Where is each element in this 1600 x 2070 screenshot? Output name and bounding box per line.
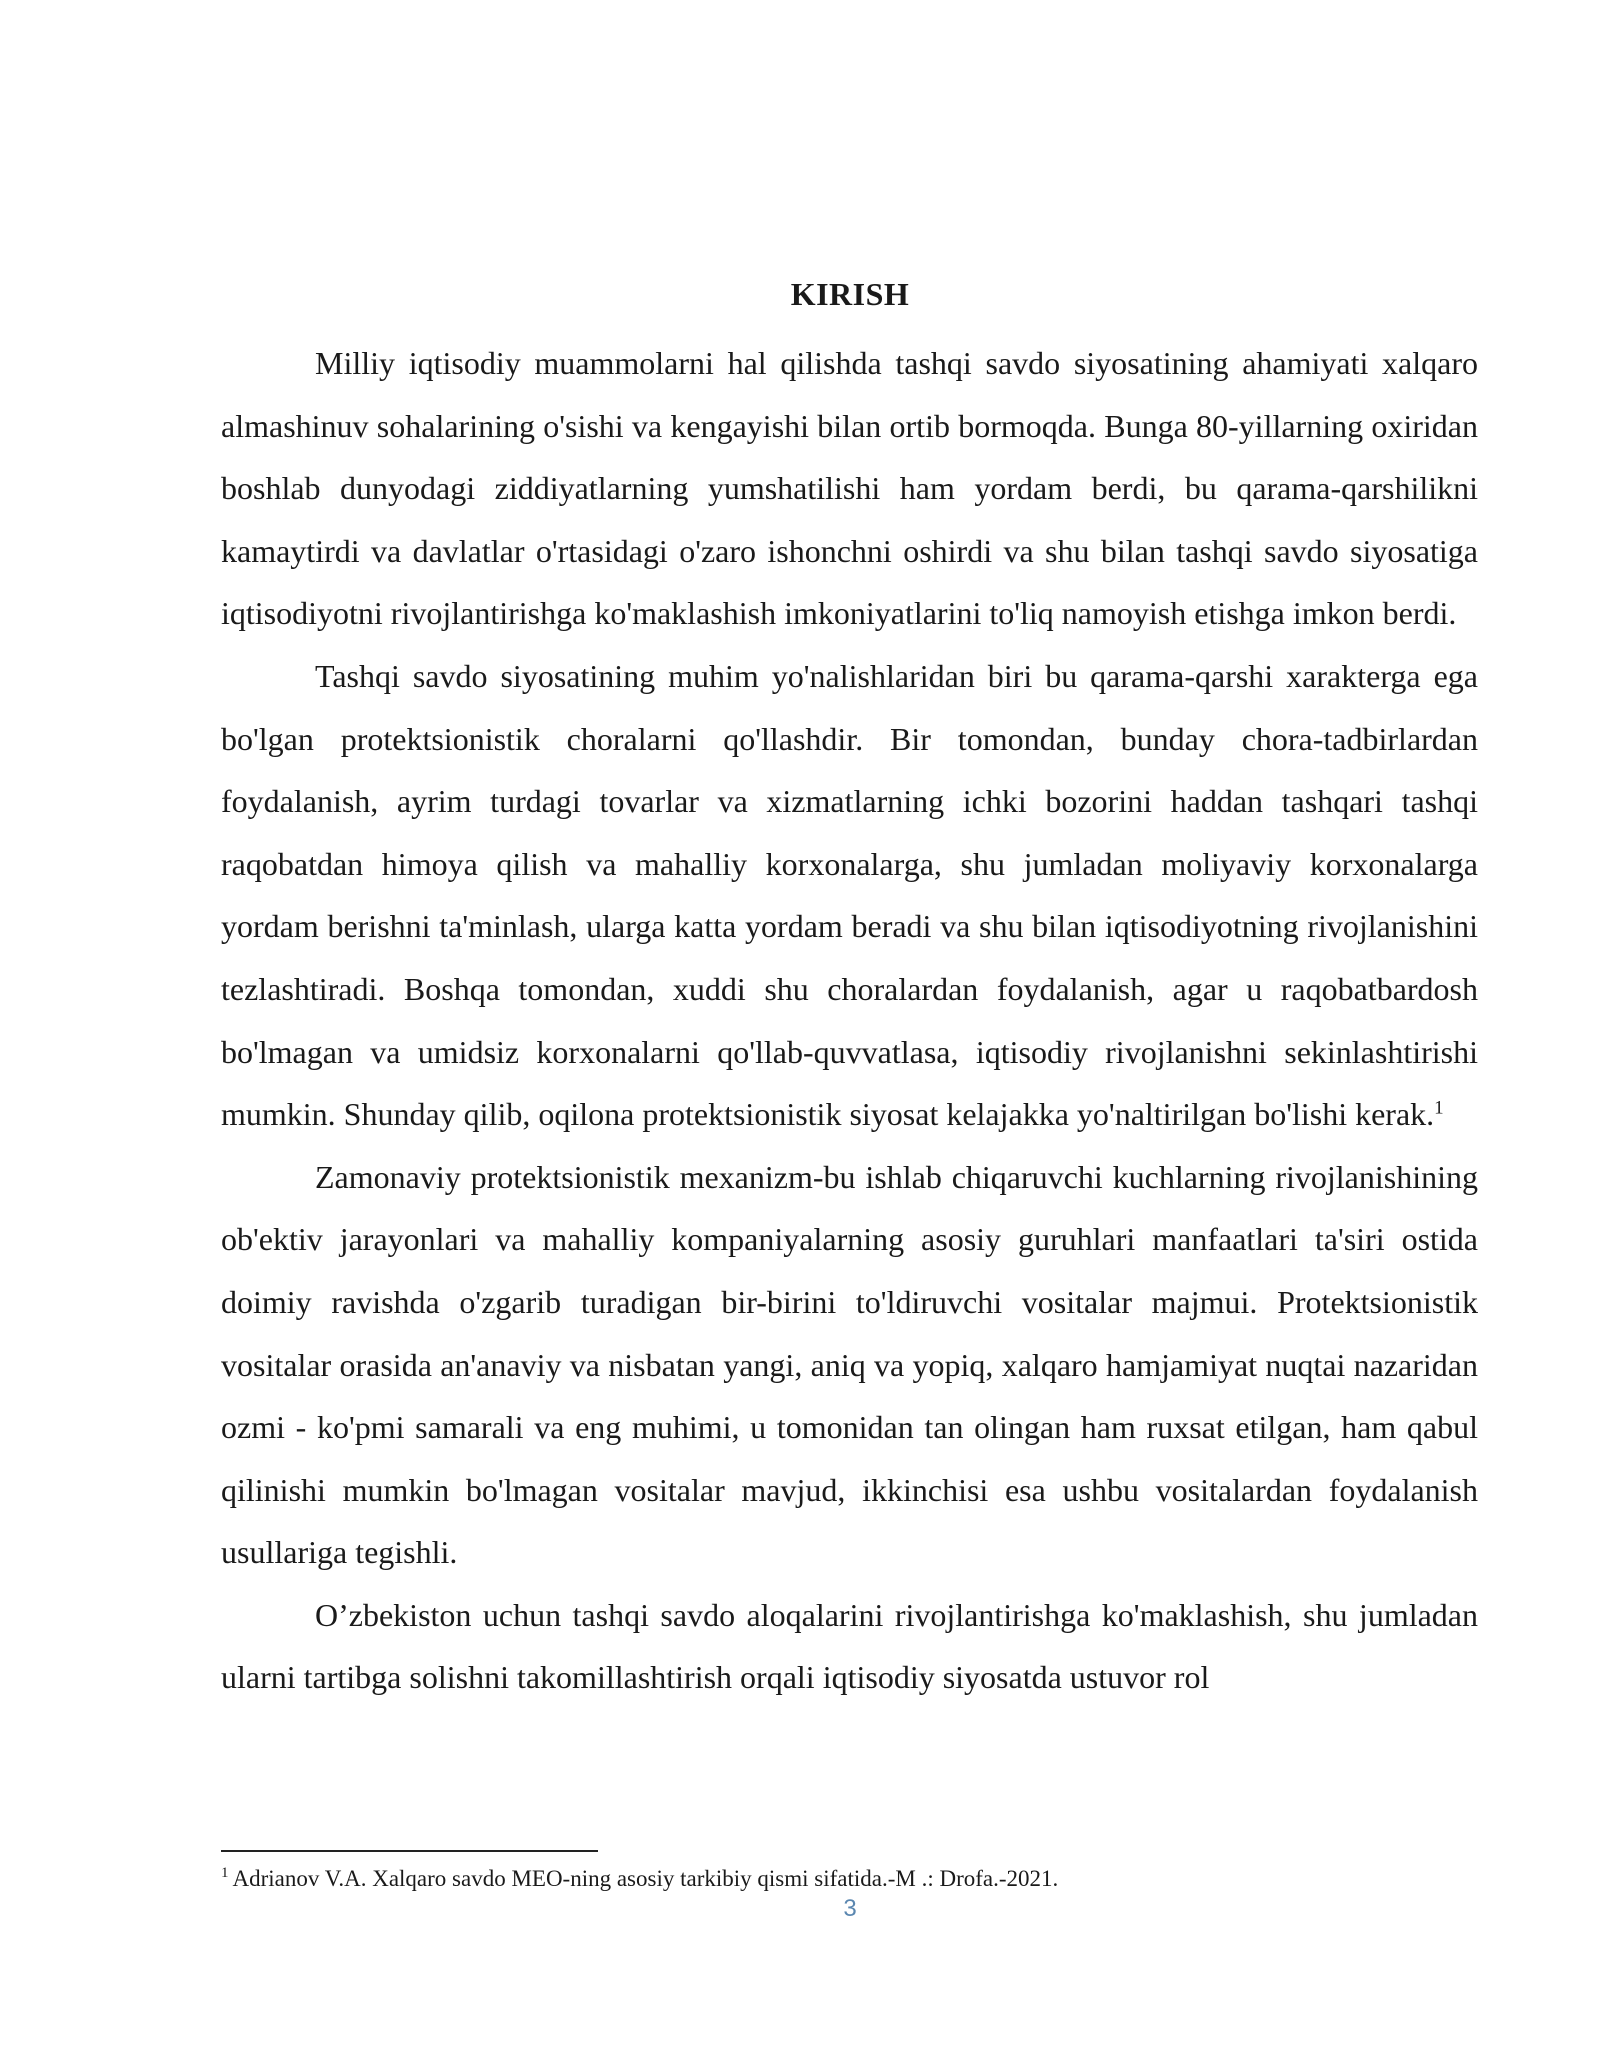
footnote-reference[interactable]: 1 <box>1434 1097 1444 1119</box>
footnote <box>221 1863 1478 1895</box>
footnote-separator <box>221 1850 598 1852</box>
section-heading: KIRISH <box>790 276 910 312</box>
paragraph-2-text: Tashqi savdo siyosatining muhim yo'nalishlaridan biri bu qarama-qarshi xarakterga ega bo'lgan protektsionistik choralarni qo'llashdir. Bir tomondan, bunday chora-tadbirlardan foydalanish, ayrim turdagi tovarlar va xizmatlarning ichki bozorini haddan tashqari tashqi raqobatdan himoya qilish va mahalliy korxonalarga, shu jumladan moliyaviy korxonalarga yordam berishni ta'minlash, ularga katta yordam beradi va shu bilan iqtisodiyotning rivojlanishini tezlashtiradi. Boshqa tomondan, xuddi shu choralardan foydalanish, agar u raqobatbardosh bo'lmagan va umidsiz korxonalarni qo'llab-quvvatlasa, iqtisodiy rivojlanishni sekinlashtirishi mumkin. Shunday qilib, oqilona protektsionistik siyosat kelajakka yo'naltirilgan bo'lishi kerak. <box>221 657 1478 1133</box>
paragraph-4 <box>221 1584 1478 1709</box>
page-number: 3 <box>843 1895 857 1922</box>
paragraph-1 <box>221 332 1478 645</box>
paragraph-3-text: Zamonaviy protektsionistik mexanizm-bu ishlab chiqaruvchi kuchlarning rivojlanishining ob'ektiv jarayonlari va mahalliy kompaniyalarning asosiy guruhlari manfaatlari ta'siri ostida doimiy ravishda o'zgarib turadigan bir-birini to'ldiruvchi vositalar majmui. Protektsionistik vositalar orasida an'anaviy va nisbatan yangi, aniq va yopiq, xalqaro hamjamiyat nuqtai nazaridan ozmi - ko'pmi samarali va eng muhimi, u tomonidan tan olingan ham ruxsat etilgan, ham qabul qilinishi mumkin bo'lmagan vositalar mavjud, ikkinchisi esa ushbu vositalardan foydalanish usullariga tegishli. <box>221 1158 1478 1571</box>
footnote-text: Adrianov V.A. Xalqaro savdo MEO-ning asosiy tarkibiy qismi sifatida.-M .: Drofa.-2021. <box>232 1866 1059 1891</box>
paragraph-2 <box>221 645 1478 1146</box>
paragraph-3 <box>221 1146 1478 1584</box>
footnote-mark: 1 <box>221 1865 229 1882</box>
body-text <box>221 332 1478 1709</box>
paragraph-1-text: Milliy iqtisodiy muammolarni hal qilishda tashqi savdo siyosatining ahamiyati xalqaro almashinuv sohalarining o'sishi va kengayishi bilan ortib bormoqda. Bunga 80-yillarning oxiridan boshlab dunyodagi ziddiyatlarning yumshatilishi ham yordam berdi, bu qarama-qarshilikni kamaytirdi va davlatlar o'rtasidagi o'zaro ishonchni oshirdi va shu bilan tashqi savdo siyosatiga iqtisodiyotni rivojlantirishga ko'maklashish imkoniyatlarini to'liq namoyish etishga imkon berdi. <box>221 345 1478 632</box>
paragraph-4-text: O’zbekiston uchun tashqi savdo aloqalarini rivojlantirishga ko'maklashish, shu jumladan ularni tartibga solishni takomillashtirish orqali iqtisodiy siyosatda ustuvor rol <box>221 1596 1478 1696</box>
